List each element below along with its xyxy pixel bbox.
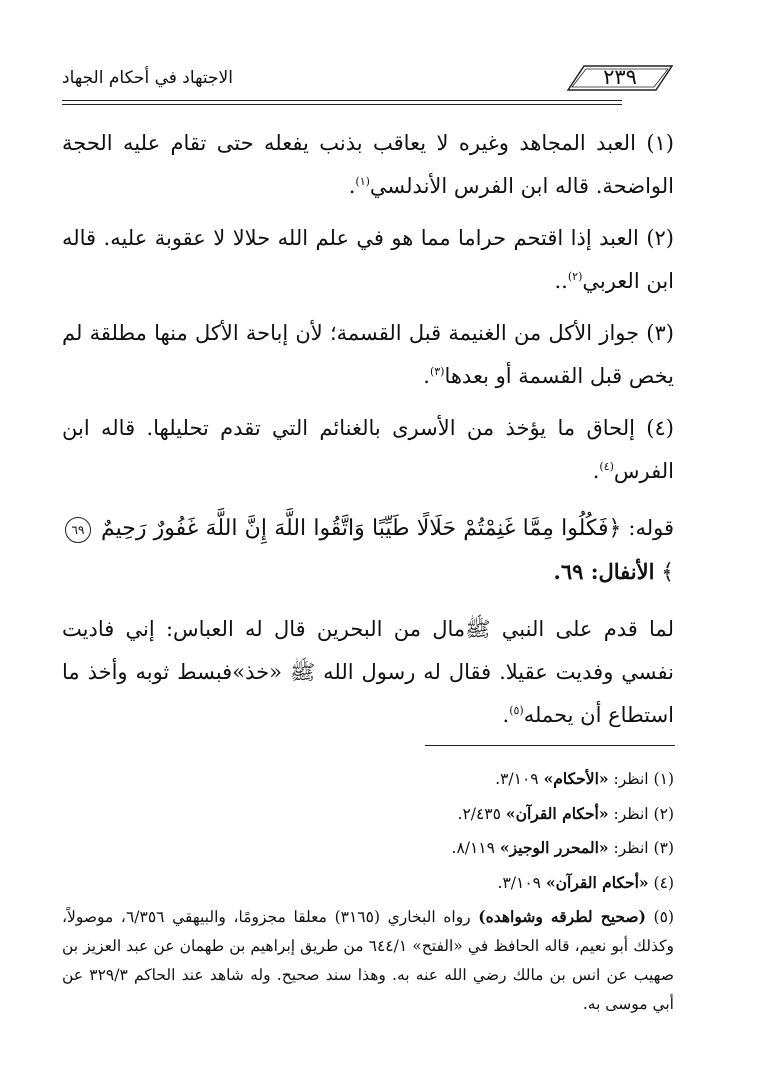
footnote-2-post: ٢/٤٣٥. <box>457 804 506 823</box>
footnote-5-title: (صحيح لطرقه وشواهده) <box>478 907 646 926</box>
footnote-3-title: «المحرر الوجيز» <box>499 838 609 857</box>
footnote-3-post: ٨/١١٩. <box>451 839 500 857</box>
footnote-5-post: رواه البخاري (٣١٦٥) معلقا مجزومًا، والبيهقي ٦/٣٥٦، موصولاً، وكذلك أبو نعيم، قاله الحافظ في «الفتح» ٦٤٤/١ من طريق إبراهيم بن طهمان عن عبد العزيز بن صهيب عن انس بن مالك رضي الله عنه به. وهذا سند صحيح. وله شاهد عند الحاكم ٣٢٩/٣ عن أبي موسى به. <box>62 908 674 1013</box>
verse-paragraph <box>62 507 674 594</box>
hadith-text-1: لما قدم على النبي <box>501 617 674 641</box>
verse-reference: الأنفال: ٦٩. <box>553 559 655 584</box>
footnote-ref-2[interactable]: (٢) <box>567 270 583 283</box>
book-title: الاجتهاد في أحكام الجهاد <box>62 68 233 88</box>
footnote-3-number: (٣) <box>653 839 674 857</box>
footnote-2-pre: انظر: <box>608 804 649 823</box>
hadith-text-2: مال من البحرين قال له العباس: إني فاديت نفسي وفديت عقيلا. فقال له رسول الله <box>62 617 674 684</box>
salutation-symbol-2: ﷺ <box>289 660 316 684</box>
main-text <box>62 122 674 746</box>
point-2-tail: .. <box>554 269 568 293</box>
hadith-text-3: فبسط ثوبه وأخذ ما استطاع أن يحمله <box>62 660 674 727</box>
footnote-ref-3[interactable]: (٣) <box>429 365 445 378</box>
footnote-3-pre: انظر: <box>608 839 649 857</box>
footnote-1-post: ٣/١٠٩. <box>495 770 544 788</box>
footnotes <box>62 762 674 1019</box>
footnote-separator <box>425 745 675 746</box>
header-rule-thin <box>62 104 622 105</box>
footnote-ref-5[interactable]: (٥) <box>509 704 524 717</box>
footnote-2 <box>62 797 674 832</box>
verse-text: فَكُلُوا مِمَّا غَنِمْتُمْ حَلَالًا طَيِّبًا وَاتَّقُوا اللَّهَ إِنَّ اللَّهَ غَفُورٌ رَحِيمٌ <box>100 516 609 541</box>
footnote-3 <box>62 831 674 866</box>
footnote-ref-4[interactable]: (٤) <box>599 460 614 473</box>
point-1 <box>62 122 674 208</box>
point-3-text: (٣) جواز الأكل من الغنيمة قبل القسمة؛ لأن إباحة الأكل منها مطلقة لم يخص قبل القسمة أو بعدها <box>62 321 674 388</box>
point-3 <box>62 312 674 398</box>
footnote-4-title: «أحكام القرآن» <box>545 872 649 892</box>
ayah-number-marker: ٦٩ <box>65 517 91 543</box>
page-header <box>62 60 674 104</box>
footnote-2-title: «أحكام القرآن» <box>505 803 609 823</box>
verse-open-brace: ﴿ <box>608 516 622 541</box>
footnote-5-number: (٥) <box>653 908 674 926</box>
footnote-4-post: ٣/١٠٩. <box>497 873 546 892</box>
salutation-symbol: ﷺ <box>465 617 491 641</box>
hadith-quote: «خذ» <box>232 660 282 684</box>
hadith-paragraph <box>62 608 674 737</box>
footnote-4-number: (٤) <box>653 873 674 892</box>
point-1-text: (١) العبد المجاهد وغيره لا يعاقب بذنب يفعله حتى تقام عليه الحجة الواضحة. قاله ابن الفرس الأندلسي <box>62 131 674 198</box>
header-rule <box>62 100 622 101</box>
footnote-2-number: (٢) <box>653 804 674 823</box>
footnote-ref-1[interactable]: (١) <box>355 175 370 188</box>
footnote-1 <box>62 762 674 797</box>
verse-intro: قوله: <box>628 516 674 540</box>
point-4-text: (٤) إلحاق ما يؤخذ من الأسرى بالغنائم التي تقدم تحليلها. قاله ابن الفرس <box>62 416 674 483</box>
page-number: ٢٣٩ <box>603 65 637 89</box>
footnote-1-number: (١) <box>653 770 674 788</box>
hadith-tail: . <box>502 703 510 727</box>
footnote-5 <box>62 902 674 1019</box>
point-4 <box>62 407 674 493</box>
verse-close-brace: ﴾ <box>661 560 674 585</box>
point-4-tail: . <box>592 459 600 483</box>
footnote-4 <box>62 866 674 901</box>
page-number-badge <box>566 60 674 96</box>
point-1-tail: . <box>348 174 356 198</box>
point-3-tail: . <box>423 364 430 388</box>
point-2-text: (٢) العبد إذا اقتحم حراما مما هو في علم الله حلالا لا عقوبة عليه. قاله ابن العربي <box>62 226 674 293</box>
footnote-1-pre: انظر: <box>608 770 649 788</box>
point-2 <box>62 217 674 303</box>
footnote-1-title: «الأحكام» <box>543 769 609 788</box>
